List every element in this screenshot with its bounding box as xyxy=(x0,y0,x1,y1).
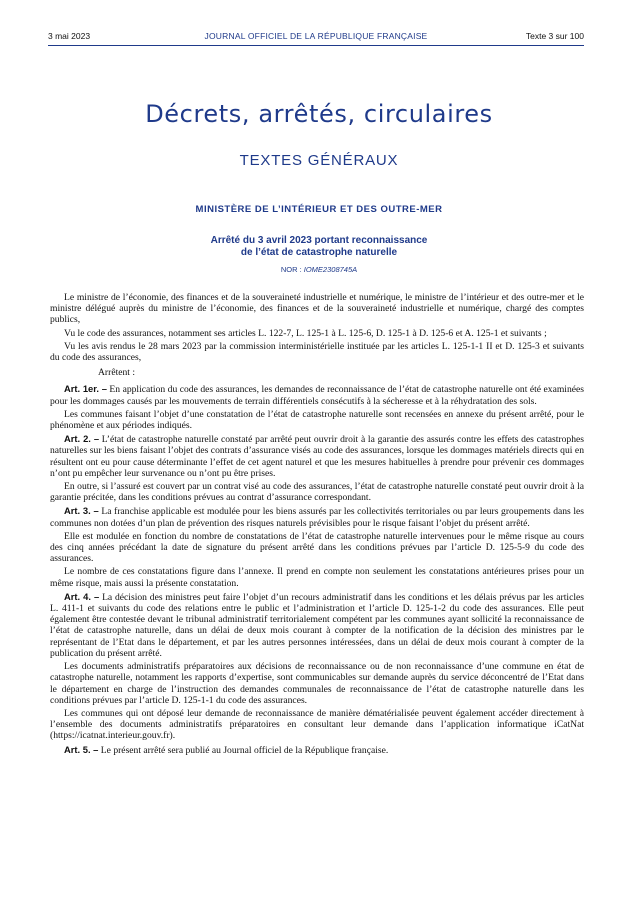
article-4-label: Art. 4. – xyxy=(64,590,100,602)
article-text: Le présent arrêté sera publié au Journal officiel de la République française. xyxy=(100,744,389,756)
header-rule xyxy=(48,45,584,46)
article-1-paragraph xyxy=(50,383,584,406)
header-journal-title: JOURNAL OFFICIEL DE LA RÉPUBLIQUE FRANÇAISE xyxy=(204,31,428,41)
preamble-paragraph: Vu les avis rendus le 28 mars 2023 par la commission interministérielle instituée par les articles L. 125-1-1 II et D. 125-3 et suivants du code des assurances, xyxy=(50,340,584,364)
article-paragraph: Elle est modulée en fonction du nombre de constatations de l’état de catastrophe naturelle intervenues pour le même risque au cours des cinq années précédant la date de signature du présent arrêté dans les conditions prévues par l’article D. 125-5-9 du code des assurances. xyxy=(50,530,584,565)
article-1-label: Art. 1er. – xyxy=(64,383,107,395)
article-4-paragraph xyxy=(50,591,584,659)
arretent: Arrêtent : xyxy=(98,367,136,379)
article-paragraph: Le nombre de ces constatations figure dans l’annexe. Il prend en compte non seulement les constatations antérieures prises pour un même risque, mais aussi la présente constatation. xyxy=(50,566,584,589)
article-3-paragraph xyxy=(50,505,584,528)
article-text: La décision des ministres peut faire l’objet d’un recours administratif dans les conditions et les délais prévus par les articles L. 411-1 et suivants du code des relations entre le public et l’administration et l’article D. 125-1-2 du code des assurances. Elle peut également être contestée devant le tribunal administratif territorialement compétent par les communes ayant sollicité la reconnaissance de l’état de catastrophe naturelle, dans un délai de deux mois courant à compter de la notification de la décision des ministres par le représentant de l’Etat dans le département, et par les autres personnes intéressées, dans un délai de deux mois courant à compter de la publication du présent arrêté. xyxy=(50,591,584,659)
article-5-label: Art. 5. – xyxy=(64,743,99,755)
subsection-title: TEXTES GÉNÉRAUX xyxy=(239,152,399,169)
article-paragraph: En outre, si l’assuré est couvert par un contrat visé au code des assurances, l’état de catastrophe naturelle constaté peut ouvrir droit à la garantie précitée, dans les conditions prévues au contrat d’assurance correspondant. xyxy=(50,481,584,504)
article-2-paragraph xyxy=(50,433,584,479)
nor-reference xyxy=(0,265,638,274)
nor-label: NOR : xyxy=(280,265,304,274)
header-date: 3 mai 2023 xyxy=(48,31,91,41)
nor-value: IOME2308745A xyxy=(303,265,358,274)
ministry-name: MINISTÈRE DE L’INTÉRIEUR ET DES OUTRE-MER xyxy=(195,204,443,215)
preamble-paragraph: Vu le code des assurances, notamment ses articles L. 122-7, L. 125-1 à L. 125-6, D. 125-1 à D. 125-6 et A. 125-1 et suivants ; xyxy=(64,327,547,339)
arrete-title-line-1: Arrêté du 3 avril 2023 portant reconnaissance xyxy=(210,235,428,246)
section-title: Décrets, arrêtés, circulaires xyxy=(145,100,493,128)
article-paragraph: Les documents administratifs préparatoires aux décisions de reconnaissance ou de non reconnaissance d’une commune en état de catastrophe naturelle, notamment les rapports d’expertise, sont communicables sur demande auprès du service déconcentré de l’Etat dans le département en charge de l’instruction des demandes communales de reconnaissance de l’état de catastrophe naturelle dans les conditions prévues par l’article D. 125-1-1 du code des assurances. xyxy=(50,661,584,706)
document-body xyxy=(50,292,584,758)
article-paragraph: Les communes faisant l’objet d’une constatation de l’état de catastrophe naturelle sont recensées en annexe du présent arrêté, pour le phénomène et aux périodes indiqués. xyxy=(50,408,584,432)
article-3-label: Art. 3. – xyxy=(64,505,99,517)
article-text: En application du code des assurances, les demandes de reconnaissance de l’état de catastrophe naturelle ont été examinées pour les dommages causés par les mouvements de terrain différentiels consécutifs à la sécheresse et à la réhydratation des sols. xyxy=(50,384,585,407)
article-text: La franchise applicable est modulée pour les biens assurés par les collectivités territoriales ou par leurs groupements dans les communes non dotées d’un plan de prévention des risques naturels prévisibles pour le risque faisant l’objet du présent arrêté. xyxy=(50,506,585,529)
article-2-label: Art. 2. – xyxy=(64,433,100,445)
preamble-paragraph: Le ministre de l’économie, des finances et de la souveraineté industrielle et numérique, le ministre de l’intérieur et des outre-mer et le ministre délégué auprès du ministre de l’économie, des finances et de la souveraineté industrielle et numérique, chargé des comptes publics, xyxy=(50,292,584,326)
article-5-paragraph xyxy=(50,744,584,756)
arrete-title-line-2: de l’état de catastrophe naturelle xyxy=(240,247,398,258)
arrete-title xyxy=(0,235,638,259)
header-text-number: Texte 3 sur 100 xyxy=(525,31,584,41)
article-text: L’état de catastrophe naturelle constaté par arrêté peut ouvrir droit à la garantie des assurés contre les effets des catastrophes naturelles sur les biens faisant l’objet des contrats d’assurance visés au code des assurances, lorsque les dommages matériels directs qui en résultent ont eu pour cause déterminante l’effet de cet agent naturel et que les mesures habituelles à prendre pour prévenir ces dommages n’ont pu empêcher leur survenance ou n’ont pu être prises. xyxy=(50,434,584,479)
article-paragraph: Les communes qui ont déposé leur demande de reconnaissance de manière dématérialisée peuvent également accéder directement à l’ensemble des documents administratifs préparatoires en consultant leur demande dans l’application informatique iCatNat (https://icatnat.interieur.gouv.fr). xyxy=(50,707,584,742)
